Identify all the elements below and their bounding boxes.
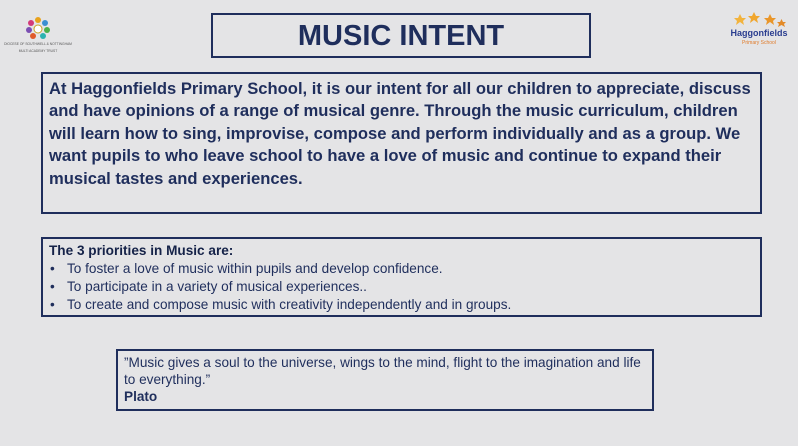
school-logo-icon [730,12,788,50]
priorities-heading: The 3 priorities in Music are: [49,243,234,258]
priority-item: • To foster a love of music within pupils and develop confidence. [49,260,754,278]
school-logo-name: Haggonfields [730,28,788,38]
school-logo-subtitle: Primary School [742,40,776,46]
quote-panel [116,349,654,411]
priorities-panel [41,237,762,317]
trust-logo-text-1: DIOCESE OF SOUTHWELL & NOTTINGHAM [4,42,72,46]
page-title: MUSIC INTENT [211,13,591,58]
priority-item: • To participate in a variety of musical experiences.. [49,278,754,296]
trust-logo-icon [4,14,72,56]
trust-logo-text-2: MULTI ACADEMY TRUST [18,49,58,53]
trust-logo [4,14,72,56]
quote-text: ”Music gives a soul to the universe, wings to the mind, flight to the imagination and life to everything.” [124,355,641,387]
priorities-list [49,260,754,314]
priority-item: • To create and compose music with creativity independently and in groups. [49,296,754,314]
intent-statement: At Haggonfields Primary School, it is our intent for all our children to appreciate, discuss and have opinions of a range of musical genre. Through the music curriculum, children will learn how to sing, improvise, compose and perform individually and as a group. We want pupils to who leave school to have a love of music and continue to expand their musical tastes and experiences. [41,72,762,214]
quote-author: Plato [124,389,158,404]
school-logo [730,12,788,50]
